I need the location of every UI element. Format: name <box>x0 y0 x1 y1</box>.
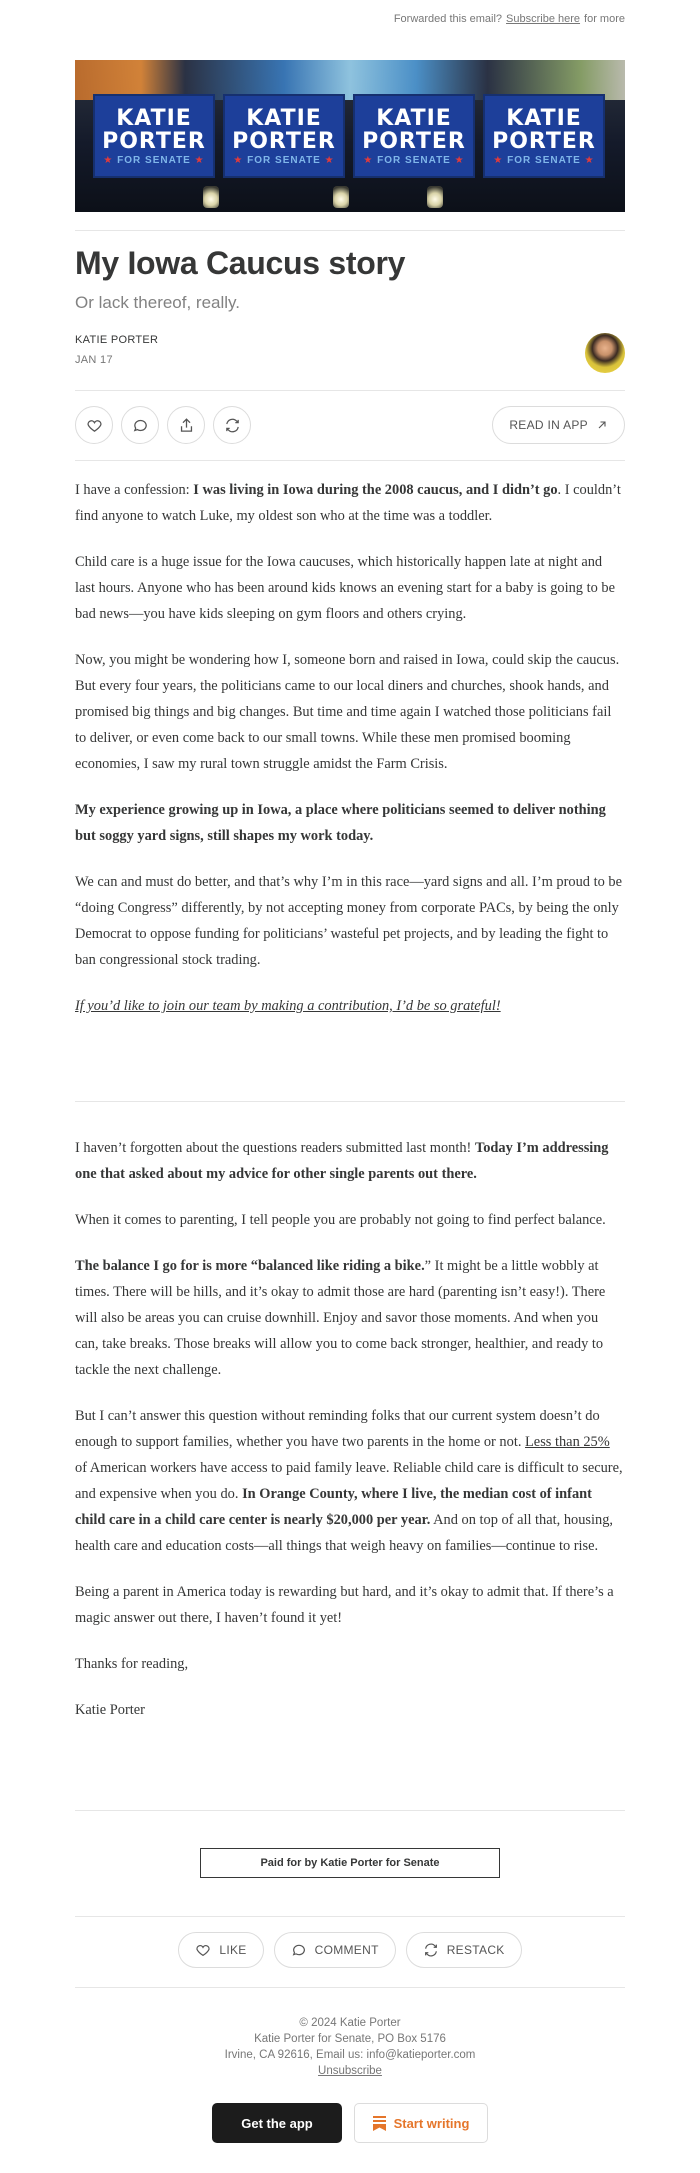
post-actions <box>75 406 625 444</box>
paragraph: I haven’t forgotten about the questions readers submitted last month! Today I’m addressing one that asked about my advice for other single parents out there. <box>75 1140 609 1182</box>
read-in-app-label: READ IN APP <box>509 418 588 432</box>
campaign-sign <box>223 94 345 178</box>
restack-label: RESTACK <box>446 1943 505 1957</box>
address-line-2: Irvine, CA 92616, Email us: info@katieporter.com <box>224 2049 476 2061</box>
divider <box>75 1810 625 1811</box>
share-button[interactable] <box>167 406 205 444</box>
start-writing-button[interactable] <box>354 2103 488 2143</box>
author-avatar[interactable] <box>585 333 625 373</box>
like-pill-button[interactable] <box>178 1932 263 1968</box>
contribution-link[interactable]: If you’d like to join our team by making a contribution, I’d be so grateful! <box>75 998 501 1014</box>
campaign-sign <box>353 94 475 178</box>
post-subtitle: Or lack thereof, really. <box>75 293 241 312</box>
paid-leave-link[interactable]: Less than 25% <box>525 1434 610 1450</box>
sign-line-1: KATIE <box>506 105 582 131</box>
subscribe-link[interactable]: Subscribe here <box>506 13 581 25</box>
comment-label: COMMENT <box>314 1943 379 1957</box>
paragraph: The balance I go for is more “balanced like riding a bike.” It might be a little wobbly at times. There will be hills, and it’s okay to admit those are hard (parenting isn’t easy!). There will also be areas you can cruise downhill. Enjoy and savor those moments. And when you can, take breaks. Those breaks will allow you to come back stronger, healthier, and ready to tackle the next challenge. <box>75 1258 606 1378</box>
stage-light <box>427 186 443 208</box>
post-body-part-2 <box>75 1135 625 1743</box>
paragraph: When it comes to parenting, I tell people you are probably not going to find perfect balance. <box>75 1212 606 1228</box>
sign-line-1: KATIE <box>246 105 322 131</box>
sign-line-2: PORTER <box>232 128 336 154</box>
sign-sub: ★ FOR SENATE ★ <box>103 154 205 166</box>
paragraph: But I can’t answer this question without reminding folks that our current system doesn’t do enough to support families, whether you have two parents in the home or not. Less than 25% of American workers have access to paid family leave. Reliable child care is difficult to secure, and expensive when you do. In Orange County, where I live, the median cost of infant child care in a child care center is nearly $20,000 per year. And on top of all that, housing, health care and education costs—all things that weigh heavy on families—continue to rise. <box>75 1408 623 1554</box>
sign-sub: ★ FOR SENATE ★ <box>233 154 335 166</box>
paragraph: Child care is a huge issue for the Iowa caucuses, which historically happen late at night and last hours. Anyone who has been around kids knows an evening start for a baby is going to be bad news—you have kids sleeping on gym floors and others crying. <box>75 554 615 622</box>
sign-sub: ★ FOR SENATE ★ <box>493 154 595 166</box>
post-title[interactable]: My Iowa Caucus story <box>75 245 406 281</box>
stage-light <box>203 186 219 208</box>
engagement-bar <box>0 1932 700 1968</box>
post-author[interactable]: KATIE PORTER <box>75 334 159 346</box>
forward-prefix: Forwarded this email? <box>393 13 503 25</box>
divider <box>75 390 625 391</box>
signature: Katie Porter <box>75 1702 145 1718</box>
stage-light <box>333 186 349 208</box>
paragraph: My experience growing up in Iowa, a place where politicians seemed to deliver nothing but soggy yard signs, still shapes my work today. <box>75 802 606 844</box>
divider <box>75 460 625 461</box>
forward-suffix: for more <box>584 13 625 25</box>
paragraph: I have a confession: I was living in Iowa during the 2008 caucus, and I didn’t go. I couldn’t find anyone to watch Luke, my oldest son who at the time was a toddler. <box>75 482 621 524</box>
forward-bar <box>0 0 700 38</box>
restack-icon <box>224 417 241 434</box>
post-date: JAN 17 <box>75 354 113 366</box>
post-body-part-1 <box>75 477 625 1039</box>
like-label: LIKE <box>219 1943 247 1957</box>
unsubscribe-link[interactable]: Unsubscribe <box>318 2065 382 2077</box>
sign-line-2: PORTER <box>102 128 206 154</box>
get-the-app-button[interactable]: Get the app <box>212 2103 342 2143</box>
campaign-sign <box>483 94 605 178</box>
comment-button[interactable] <box>121 406 159 444</box>
hero-image <box>75 60 625 212</box>
like-button[interactable] <box>75 406 113 444</box>
arrow-up-right-icon <box>596 419 608 431</box>
share-icon <box>178 417 195 434</box>
comment-pill-button[interactable] <box>274 1932 396 1968</box>
paragraph: Now, you might be wondering how I, someone born and raised in Iowa, could skip the caucus. But every four years, the politicians came to our local diners and churches, shook hands, and promised big things and big changes. But time and time again I watched those politicians fail to deliver, or even come back to our small towns. While these men promised booming economies, I saw my rural town struggle amidst the Farm Crisis. <box>75 652 620 772</box>
start-writing-label: Start writing <box>393 2115 470 2131</box>
comment-icon <box>132 417 149 434</box>
footer <box>0 2015 700 2079</box>
paid-for-disclaimer: Paid for by Katie Porter for Senate <box>200 1848 500 1878</box>
heart-icon <box>86 417 103 434</box>
divider <box>75 1101 625 1102</box>
paragraph: We can and must do better, and that’s why I’m in this race—yard signs and all. I’m proud to be “doing Congress” differently, by not accepting money from corporate PACs, by being the only Democrat to oppose funding for politicians’ wasteful pet projects, and by leading the fight to ban congressional stock trading. <box>75 874 622 968</box>
footer-buttons <box>0 2103 700 2143</box>
address-line-1: Katie Porter for Senate, PO Box 5176 <box>254 2033 446 2045</box>
sign-line-2: PORTER <box>362 128 466 154</box>
read-in-app-button[interactable] <box>492 406 625 444</box>
paragraph: Thanks for reading, <box>75 1656 189 1672</box>
restack-icon <box>423 1942 439 1958</box>
sign-line-2: PORTER <box>492 128 596 154</box>
divider <box>75 1987 625 1988</box>
sign-line-1: KATIE <box>376 105 452 131</box>
heart-icon <box>195 1942 211 1958</box>
divider <box>75 230 625 231</box>
restack-button[interactable] <box>213 406 251 444</box>
restack-pill-button[interactable] <box>406 1932 522 1968</box>
sign-sub: ★ FOR SENATE ★ <box>363 154 465 166</box>
copyright: © 2024 Katie Porter <box>299 2017 401 2029</box>
campaign-sign <box>93 94 215 178</box>
substack-logo-icon <box>373 2116 386 2131</box>
comment-icon <box>291 1942 307 1958</box>
paragraph: Being a parent in America today is rewarding but hard, and it’s okay to admit that. If there’s a magic answer out there, I haven’t found it yet! <box>75 1584 614 1626</box>
sign-line-1: KATIE <box>116 105 192 131</box>
divider <box>75 1916 625 1917</box>
